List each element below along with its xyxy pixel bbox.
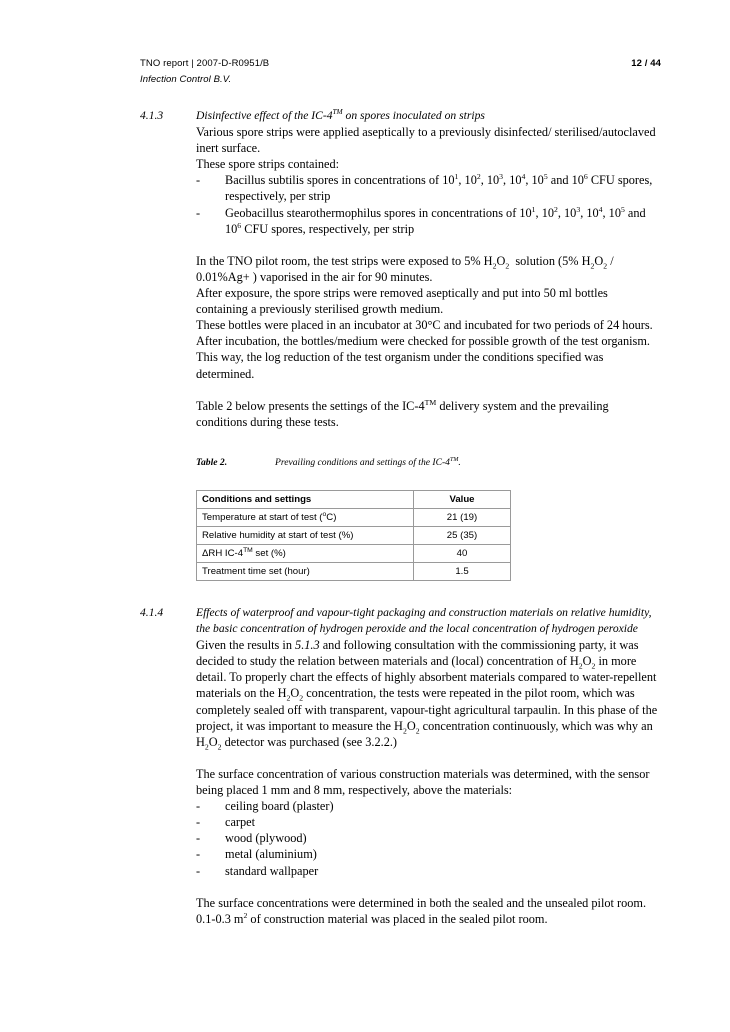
dash-marker: - [196,173,201,188]
cell-value-temperature: 21 (19) [414,509,511,527]
cell-value-humidity: 25 (35) [414,527,511,545]
list-item-bacillus-subtilis: - Bacillus subtilis spores in concentrations of $10^1$, $10^2$, $10^3$, $10^4$, $10^5$ and $10^6$ CFU spores, respectively, per strip [196,172,653,204]
table-caption-label: Table 2. [196,457,228,468]
condition-prefix: Temperature at start of test ( [202,512,323,523]
exponent-5: 5 [620,204,625,214]
subscript-2: 2 [590,261,595,271]
exponent-6: 6 [583,172,588,182]
exponent-1: 1 [531,204,536,214]
table-row [197,563,511,581]
report-identifier: TNO report | 2007-D-R0951/B [140,58,270,69]
dash-marker: - [196,863,201,878]
table-caption-text-prefix: Prevailing conditions and settings of the IC-4 [275,457,450,468]
table-row [197,509,511,527]
dash-marker: - [196,205,201,220]
page-header-row [140,58,661,69]
section-4-1-4-title: Effects of waterproof and vapour-tight packaging and construction materials on relative humidity, the basic concentration of hydrogen peroxide and the local concentration of hydrogen peroxide [196,606,652,636]
subscript-2: 2 [402,726,407,736]
dash-marker: - [196,831,201,846]
subscript-2: 2 [415,726,420,736]
subscript-2: 2 [578,661,583,671]
section-4-1-4 [140,605,661,927]
list-item-geobacillus-stearothermophilus: - Geobacillus stearothermophilus spores in concentrations of $10^1$, $10^2$, $10^3$, $10^4$, $10^5$ and $10^6$ CFU spores, respectively, per strip [196,204,646,236]
bacillus-text-suffix: CFU spores, respectively, per strip [225,173,653,204]
section-number-4-1-3: 4.1.3 [140,109,164,122]
exponent-5: 5 [543,172,548,182]
condition-prefix: ΔRH IC-4 [202,548,244,559]
trademark-superscript: TM [424,397,437,407]
cell-condition-delta-rh [197,545,414,563]
paragraph-suffix: of construction material was placed in the sealed pilot room. [247,911,548,926]
list-item [196,846,661,862]
condition-prefix: Relative humidity at start of test (%) [202,530,354,541]
paragraph-lead-in: Given the results in [196,638,296,653]
dash-marker: - [196,847,201,862]
subscript-2: 2 [591,661,596,671]
paragraph-materials-study: Given the results in 5.1.3 and following consultation with the commissioning party, it was decided to study the relation between materials and (local) concentration of $H_2O_2$ in more detail. To properly chart the effects of highly absorbent materials compared to water-repellent materials on the $H_2O_2$ concentration, the tests were repeated in the pilot room, which was completely sealed off with transparent, vapour-tight agricultural tarpaulin. In this phase of the project, it was important to measure the $H_2O_2$ concentration continuously, which was why an $H_2O_2$ detector was purchased (see 3.2.2.) [196,638,658,752]
cell-condition-humidity [197,527,414,545]
condition-suffix: set (%) [252,548,286,559]
table-header-row [197,491,511,509]
section-4-1-3-title [196,108,661,124]
list-item [196,830,661,846]
exponent-4: 4 [598,204,603,214]
section-number-4-1-4: 4.1.4 [140,606,164,619]
exponent-4: 4 [521,172,526,182]
exponent-2: 2 [476,172,481,182]
column-header-value: Value [414,491,511,509]
table-caption-text-suffix: . [458,457,461,468]
subscript-2: 2 [299,693,304,703]
paragraph-spore-strips-applied: Various spore strips were applied aseptically to a previously disinfected/ sterilised/autoclaved inert surface. [196,125,656,156]
table-row [197,545,511,563]
geobacillus-text-suffix: CFU spores, respectively, per strip [241,221,415,236]
page-header [140,58,661,85]
table-row [197,527,511,545]
cell-value-delta-rh: 40 [414,545,511,563]
material-label: metal (aluminium) [225,847,317,862]
column-header-conditions: Conditions and settings [197,491,414,509]
subscript-2: 2 [603,261,608,271]
section-4-1-3-layout [140,108,661,430]
list-item [196,798,661,814]
cross-reference-5-1-3: 5.1.3 [295,638,320,653]
paragraph-prefix: The surface concentrations were determined in both the sealed and the unsealed pilot room. 0.1-0.3 m [196,895,647,926]
table-body [197,509,511,581]
section-4-1-3 [140,108,661,430]
paragraph-pilot-room-exposure: In the TNO pilot room, the test strips were exposed to 5% $H_2O_2$ solution (5% $H_2O_2 / 0.01\%Ag+$ ) vaporised in the air for 90 minutes. [196,253,614,284]
trademark-superscript: TM [449,456,459,463]
cell-value-treatment-time: 1.5 [414,563,511,581]
subscript-2: 2 [505,261,510,271]
section-title-prefix: Disinfective effect of the IC-4 [196,109,333,122]
material-label: standard wallpaper [225,863,319,878]
section-title-suffix: on spores inoculated on strips [342,109,485,122]
exponent-2: 2 [554,204,558,214]
geobacillus-text-prefix: Geobacillus stearothermophilus spores in concentrations of 10 [225,205,532,220]
bacillus-text-prefix: Bacillus subtilis spores in concentrations of 10 [225,173,455,188]
material-label: carpet [225,815,256,830]
condition-suffix: C) [326,512,337,523]
material-label: ceiling board (plaster) [225,799,334,814]
degree-superscript: o [322,510,327,518]
paragraph-surface-concentration: The surface concentration of various construction materials was determined, with the sensor being placed 1 mm and 8 mm, respectively, above the materials: [196,766,650,798]
table-intro-prefix: Table 2 below presents the settings of the IC-4 [196,398,425,413]
exponent-6: 6 [237,220,242,230]
subscript-2: 2 [217,742,222,752]
conditions-settings-table [196,490,511,581]
list-item [196,814,661,830]
table-caption [196,456,661,469]
exponent-1: 1 [454,172,459,182]
table-header [197,491,511,509]
trademark-superscript: TM [332,107,343,117]
table-intro-suffix: delivery system and the prevailing conditions during these tests. [196,398,609,429]
subscript-2: 2 [204,742,209,752]
subscript-2: 2 [492,261,497,271]
page-number: 12 / 44 [631,58,661,69]
spore-strip-list [196,172,661,236]
paragraph-after-exposure: After exposure, the spore strips were removed aseptically and put into 50 ml bottles containing a previously sterilised growth medium. [196,286,608,317]
list-item [196,863,661,879]
condition-prefix: Treatment time set (hour) [202,566,310,577]
section-4-1-4-body [196,605,661,927]
paragraph-spore-strips-contained: These spore strips contained: [196,157,340,172]
exponent-3: 3 [499,172,504,182]
square-metre-superscript: 2 [243,910,248,920]
subscript-2: 2 [286,693,291,703]
dash-marker: - [196,799,201,814]
dash-marker: - [196,815,201,830]
section-4-1-3-body [196,108,661,430]
exponent-3: 3 [576,204,581,214]
trademark-superscript: TM [243,546,253,554]
paragraph-incubator: These bottles were placed in an incubator at 30°C and incubated for two periods of 24 hours. After incubation, the bottles/medium were checked for possible growth of the test organism. [196,318,653,349]
paragraph-log-reduction: This way, the log reduction of the test organism under the conditions specified was determined. [196,350,604,381]
paragraph-sealed-unsealed [196,895,661,927]
materials-list [196,798,661,878]
cell-condition-treatment-time [197,563,414,581]
paragraph-table-intro [196,398,661,430]
material-label: wood (plywood) [225,831,307,846]
header-subtitle: Infection Control B.V. [140,74,232,85]
cell-condition-temperature [197,509,414,527]
